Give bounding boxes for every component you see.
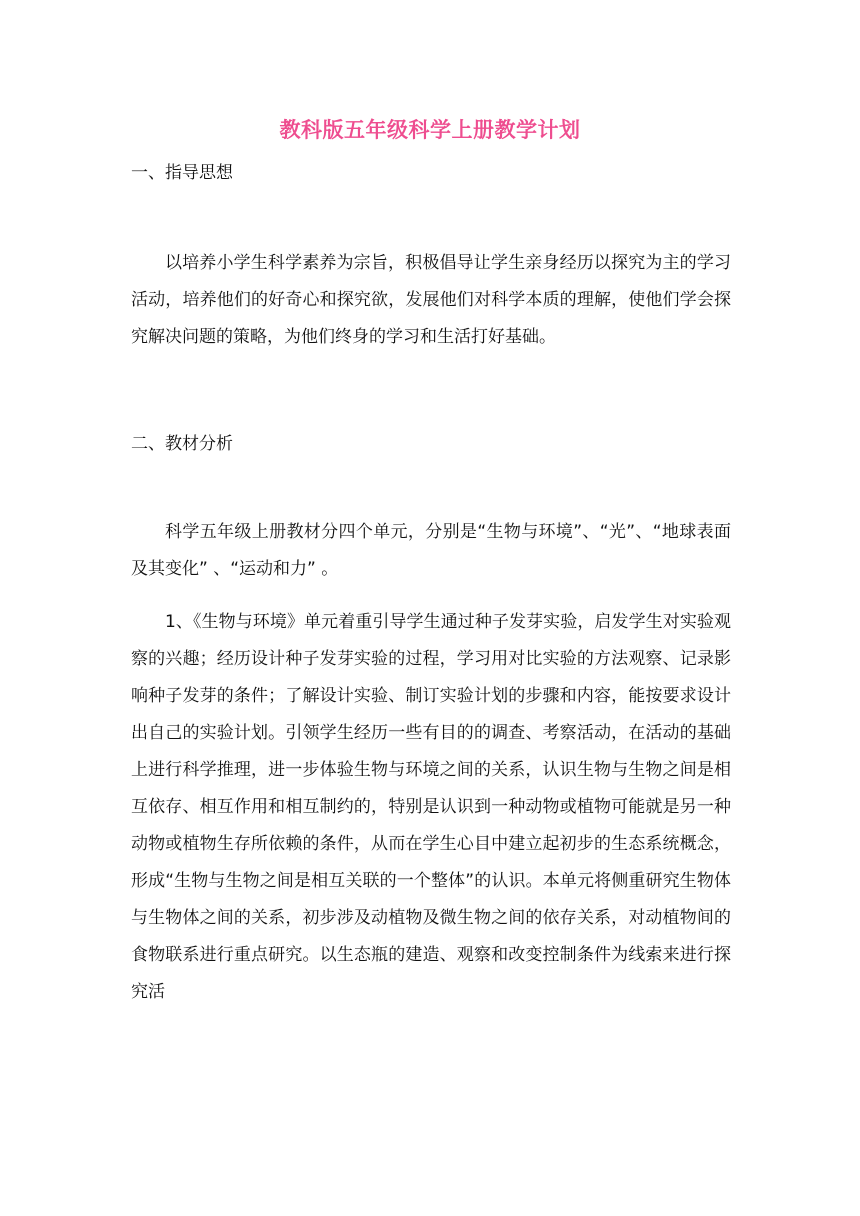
section-heading-textbook-analysis: 二、教材分析 <box>131 434 233 454</box>
paragraph-units-overview: 科学五年级上册教材分四个单元，分别是“生物与环境”、“光”、“地球表面及其变化” 、“运动和力” 。 <box>131 522 731 579</box>
section-heading-guiding-ideology: 一、指导思想 <box>131 163 233 183</box>
paragraph-guiding-ideology: 以培养小学生科学素养为宗旨，积极倡导让学生亲身经历以探究为主的学习活动，培养他们的好奇心和探究欲，发展他们对科学本质的理解，使他们学会探究解决问题的策略，为他们终身的学习和生活打好基础。 <box>131 253 731 347</box>
document-title: 教科版五年级科学上册教学计划 <box>279 118 581 142</box>
paragraph-unit-1-description: 1、《生物与环境》单元着重引导学生通过种子发芽实验，启发学生对实验观察的兴趣；经历设计种子发芽实验的过程，学习用对比实验的方法观察、记录影响种子发芽的条件；了解设计实验、制订实验计划的步骤和内容，能按要求设计出自己的实验计划。引领学生经历一些有目的的调查、考察活动，在活动的基础上进行科学推理，进一步体验生物与环境之间的关系，认识生物与生物之间是相互依存、相互作用和相互制约的，特别是认识到一种动物或植物可能就是另一种动物或植物生存所依赖的条件，从而在学生心目中建立起初步的生态系统概念，形成“生物与生物之间是相互关联的一个整体”的认识。本单元将侧重研究生物体与生物体之间的关系，初步涉及动植物及微生物之间的依存关系，对动植物间的食物联系进行重点研究。以生态瓶的建造、观察和改变控制条件为线索来进行探究活 <box>131 612 731 1002</box>
